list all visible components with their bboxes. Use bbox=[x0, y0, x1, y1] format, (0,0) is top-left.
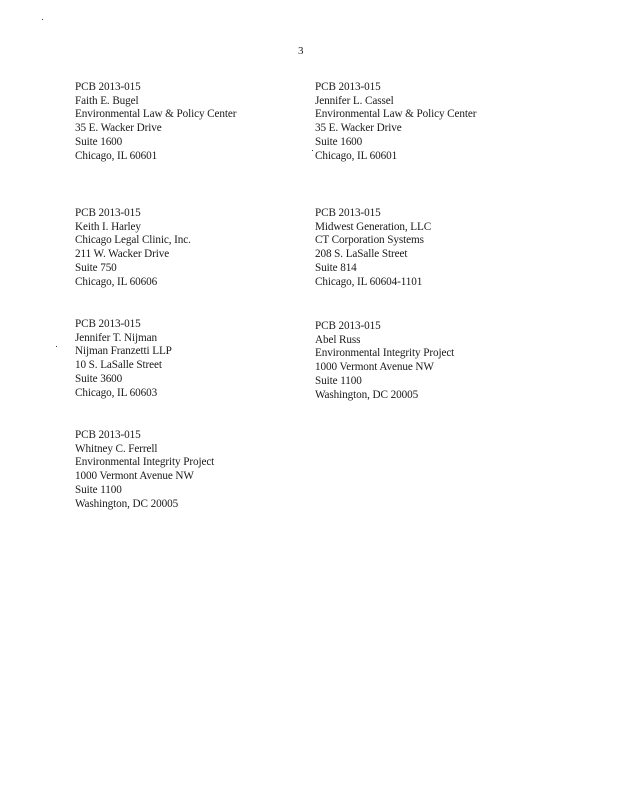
organization: Environmental Integrity Project bbox=[315, 347, 455, 360]
recipient-name: Whitney C. Ferrell bbox=[75, 442, 158, 455]
service-list-entry bbox=[75, 81, 236, 163]
case-number: PCB 2013-015 bbox=[75, 429, 141, 441]
city-state-zip: Washington, DC 20005 bbox=[315, 388, 419, 401]
organization: Environmental Law & Policy Center bbox=[315, 108, 477, 121]
service-list-entry bbox=[75, 429, 214, 511]
street-address: 35 E. Wacker Drive bbox=[75, 122, 162, 135]
case-number: PCB 2013-015 bbox=[315, 81, 381, 93]
suite: Suite 1600 bbox=[75, 135, 123, 148]
street-address: 1000 Vermont Avenue NW bbox=[315, 361, 434, 374]
scan-speck bbox=[312, 150, 313, 151]
city-state-zip: Chicago, IL 60601 bbox=[75, 149, 158, 162]
street-address: 211 W. Wacker Drive bbox=[75, 248, 170, 261]
organization: Nijman Franzetti LLP bbox=[75, 345, 172, 358]
recipient-name: Faith E. Bugel bbox=[75, 94, 139, 107]
service-list-entry bbox=[315, 207, 431, 289]
service-list-entry bbox=[315, 81, 476, 163]
case-number: PCB 2013-015 bbox=[75, 207, 141, 219]
service-list-entry bbox=[75, 207, 191, 289]
street-address: 35 E. Wacker Drive bbox=[315, 122, 402, 135]
service-list-entry bbox=[315, 320, 454, 402]
recipient-name: Midwest Generation, LLC bbox=[315, 220, 432, 233]
city-state-zip: Chicago, IL 60606 bbox=[75, 275, 158, 288]
suite: Suite 750 bbox=[75, 261, 117, 274]
city-state-zip: Chicago, IL 60604-1101 bbox=[315, 275, 423, 288]
city-state-zip: Chicago, IL 60603 bbox=[75, 386, 158, 399]
case-number: PCB 2013-015 bbox=[315, 320, 381, 332]
case-number: PCB 2013-015 bbox=[75, 318, 141, 330]
suite: Suite 3600 bbox=[75, 372, 123, 385]
recipient-name: Abel Russ bbox=[315, 333, 361, 346]
suite: Suite 1600 bbox=[315, 135, 363, 148]
city-state-zip: Washington, DC 20005 bbox=[75, 497, 179, 510]
recipient-name: Keith I. Harley bbox=[75, 220, 141, 233]
scan-speck bbox=[56, 346, 57, 347]
page-number: 3 bbox=[298, 45, 304, 57]
case-number: PCB 2013-015 bbox=[315, 207, 381, 219]
recipient-name: Jennifer L. Cassel bbox=[315, 94, 394, 107]
street-address: 10 S. LaSalle Street bbox=[75, 359, 162, 372]
organization: Environmental Integrity Project bbox=[75, 456, 215, 469]
street-address: 208 S. LaSalle Street bbox=[315, 248, 408, 261]
suite: Suite 1100 bbox=[315, 374, 362, 387]
street-address: 1000 Vermont Avenue NW bbox=[75, 470, 194, 483]
scan-speck bbox=[42, 19, 43, 20]
city-state-zip: Chicago, IL 60601 bbox=[315, 149, 398, 162]
case-number: PCB 2013-015 bbox=[75, 81, 141, 93]
suite: Suite 814 bbox=[315, 261, 357, 274]
organization: CT Corporation Systems bbox=[315, 234, 424, 247]
organization: Environmental Law & Policy Center bbox=[75, 108, 237, 121]
recipient-name: Jennifer T. Nijman bbox=[75, 331, 157, 344]
organization: Chicago Legal Clinic, Inc. bbox=[75, 234, 191, 247]
suite: Suite 1100 bbox=[75, 483, 122, 496]
service-list-entry bbox=[75, 318, 172, 400]
